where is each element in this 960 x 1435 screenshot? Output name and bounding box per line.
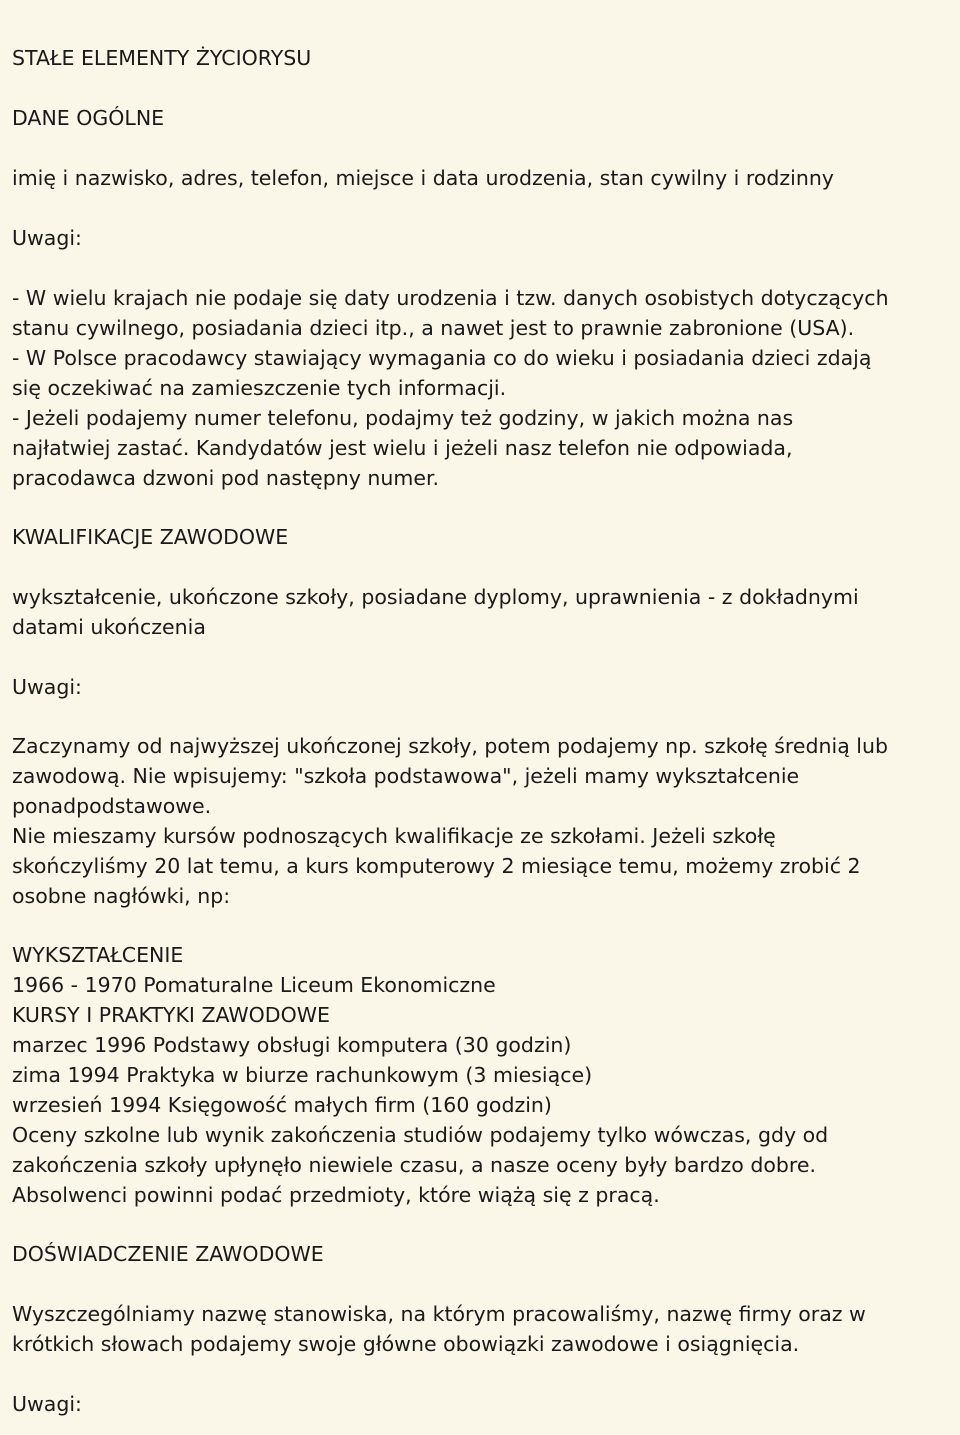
example-heading-courses: KURSY I PRAKTYKI ZAWODOWE (12, 1003, 330, 1027)
experience-description: krótkich słowach podajemy swoje główne obowiązki zawodowe i osiągnięcia. (12, 1332, 800, 1356)
notes-label: Uwagi: (12, 1392, 82, 1416)
notes-label: Uwagi: (12, 226, 82, 250)
title-heading: STAŁE ELEMENTY ŻYCIORYSU (12, 46, 312, 70)
note-line: skończyliśmy 20 lat temu, a kurs komputerowy 2 miesiące temu, możemy zrobić 2 (12, 854, 861, 878)
section-heading-qualifications: KWALIFIKACJE ZAWODOWE (12, 525, 289, 549)
note-line: Zaczynamy od najwyższej ukończonej szkoły, potem podajemy np. szkołę średnią lub (12, 734, 888, 758)
notes-label: Uwagi: (12, 675, 82, 699)
section-heading-experience: DOŚWIADCZENIE ZAWODOWE (12, 1242, 324, 1266)
qualifications-description: datami ukończenia (12, 615, 206, 639)
example-entry: zima 1994 Praktyka w biurze rachunkowym (3 miesiące) (12, 1063, 593, 1087)
example-entry: 1966 - 1970 Pomaturalne Liceum Ekonomiczne (12, 973, 496, 997)
note-line: zakończenia szkoły upłynęło niewiele czasu, a nasze oceny były bardzo dobre. (12, 1153, 816, 1177)
section-heading-general: DANE OGÓLNE (12, 106, 165, 130)
note-line: - W wielu krajach nie podaje się daty urodzenia i tzw. danych osobistych dotyczących (12, 286, 889, 310)
example-heading-education: WYKSZTAŁCENIE (12, 943, 184, 967)
note-line: osobne nagłówki, np: (12, 884, 231, 908)
note-line: najłatwiej zastać. Kandydatów jest wielu i jeżeli nasz telefon nie odpowiada, (12, 436, 793, 460)
general-description: imię i nazwisko, adres, telefon, miejsce i data urodzenia, stan cywilny i rodzinny (12, 166, 834, 190)
experience-description: Wyszczególniamy nazwę stanowiska, na którym pracowaliśmy, nazwę firmy oraz w (12, 1302, 866, 1326)
note-line: - Jeżeli podajemy numer telefonu, podajmy też godziny, w jakich można nas (12, 406, 794, 430)
note-line: Nie mieszamy kursów podnoszących kwalifikacje ze szkołami. Jeżeli szkołę (12, 824, 776, 848)
note-line: Oceny szkolne lub wynik zakończenia studiów podajemy tylko wówczas, gdy od (12, 1123, 829, 1147)
note-line: - W Polsce pracodawcy stawiający wymagania co do wieku i posiadania dzieci zdają (12, 346, 872, 370)
example-entry: wrzesień 1994 Księgowość małych firm (160 godzin) (12, 1093, 552, 1117)
example-entry: marzec 1996 Podstawy obsługi komputera (30 godzin) (12, 1033, 572, 1057)
note-line: się oczekiwać na zamieszczenie tych informacji. (12, 376, 507, 400)
note-line: stanu cywilnego, posiadania dzieci itp., a nawet jest to prawnie zabronione (USA). (12, 316, 855, 340)
note-line: Absolwenci powinni podać przedmioty, które wiążą się z pracą. (12, 1183, 660, 1207)
note-line: ponadpodstawowe. (12, 794, 212, 818)
note-line: zawodową. Nie wpisujemy: "szkoła podstawowa", jeżeli mamy wykształcenie (12, 764, 800, 788)
note-line: pracodawca dzwoni pod następny numer. (12, 466, 440, 490)
qualifications-description: wykształcenie, ukończone szkoły, posiadane dyplomy, uprawnienia - z dokładnymi (12, 585, 859, 609)
